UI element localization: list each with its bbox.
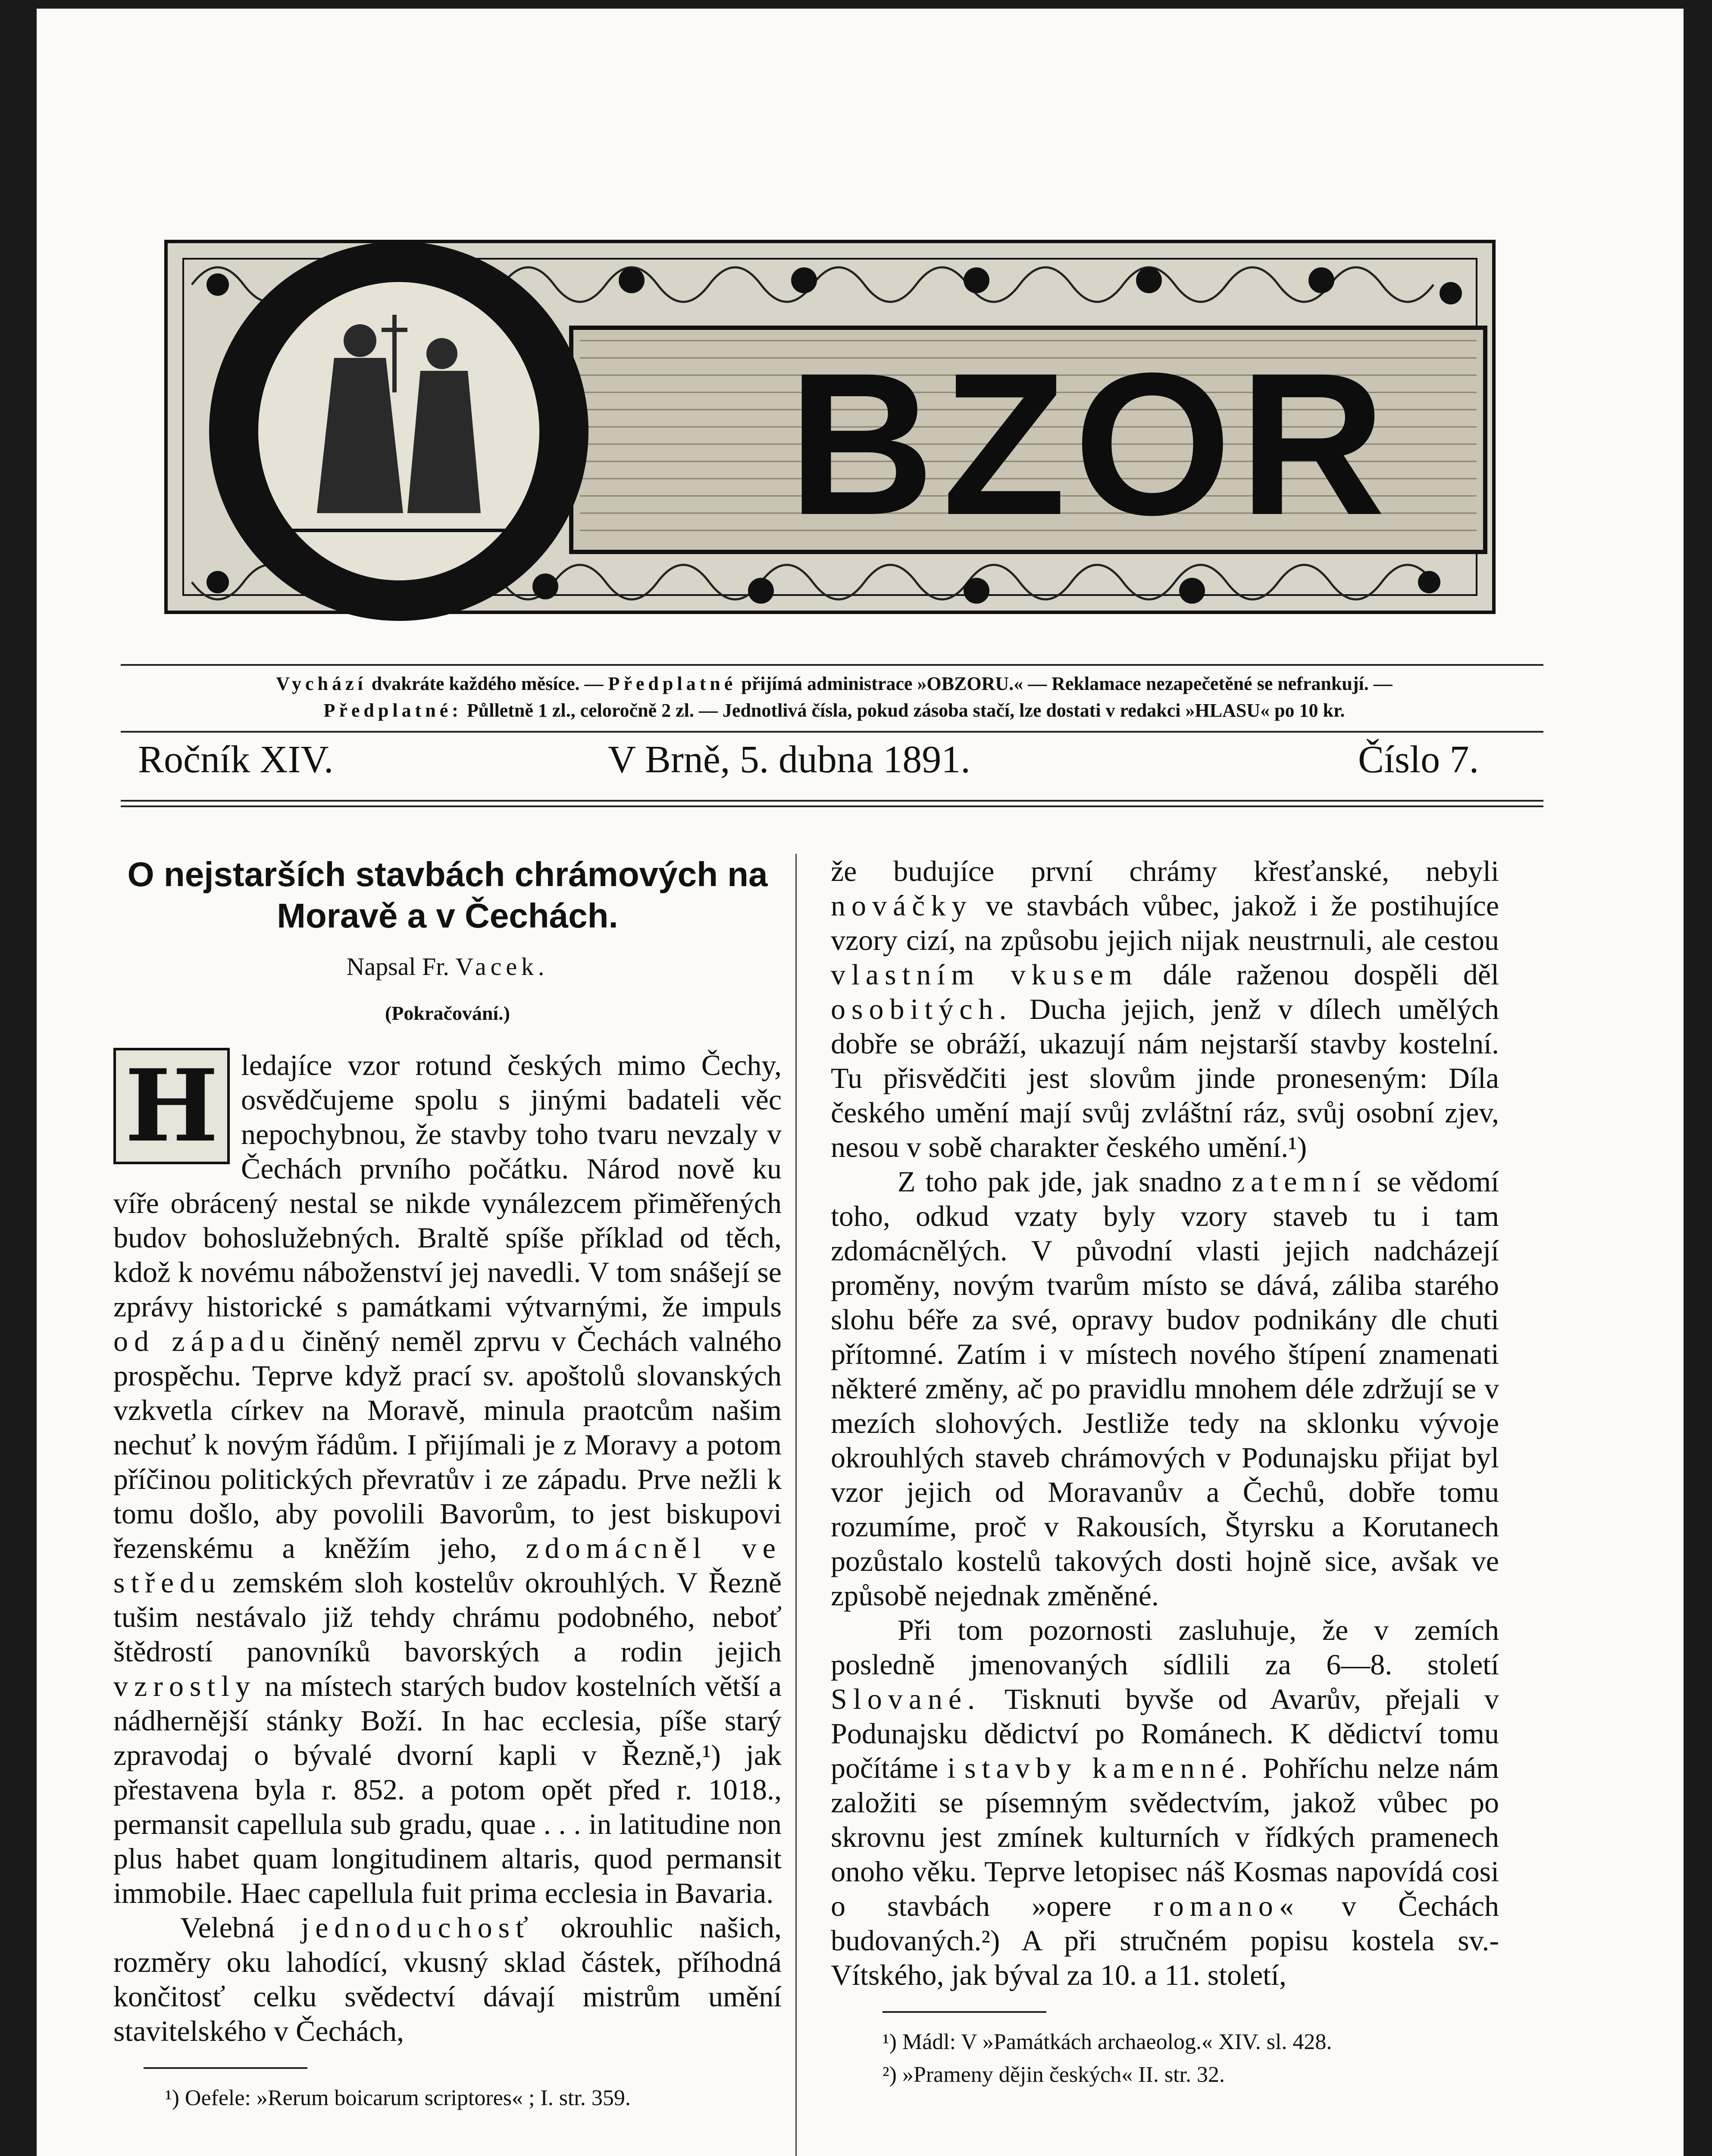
- issue-date: V Brně, 5. dubna 1891.: [608, 738, 970, 781]
- footnote-rule: [144, 2067, 307, 2069]
- paragraph: [113, 1910, 782, 2048]
- spaced-text: stavby kamenné.: [964, 1752, 1254, 1784]
- spaced-text: romano«: [1153, 1890, 1300, 1922]
- article-title: O nejstarších stavbách chrámových na Moravě a v Čechách.: [127, 855, 768, 935]
- spaced-text: zatemní: [1231, 1165, 1367, 1198]
- info-spaced-word: Vychází: [276, 673, 367, 694]
- text-run: se vědomí toho, odkud vzaty byly vzory staveb tu i tam zdomácnělých. V původní vlasti jejich nadcházejí proměny, novým tvarům místo se dává, záliba starého slohu béře za své, opravy budov podnikány dle chuti přítomné. Zatím i v místech nového štípení znamenati některé změny, ač po pravidlu mnohem déle zdržují se v mezích slohových. Jestliže tedy na sklonku vývoje okrouhlých staveb chrámových v Podunajsku přijat byl vzor jejich od Moravanův a Čechů, dobře tomu rozumíme, proč v Rakousích, Štyrsku a Korutanech pozůstalo kostelů takových dosti hojně sice, avšak ve způsobě nejednak změněné.: [831, 1165, 1499, 1612]
- right-column: [831, 854, 1499, 2091]
- paragraph: [831, 854, 1499, 1164]
- spaced-text: zdomácněl ve středu: [113, 1532, 782, 1599]
- masthead-title: BZOR: [788, 331, 1393, 557]
- text-run: okrouhlic našich, rozměry oku lahodící, vkusný sklad částek, příhodná končitosť celku svědectví dávají mistrům umění stavitelského v Čechách,: [113, 1911, 782, 2047]
- info-top-rule: [121, 664, 1543, 666]
- column-divider: [795, 854, 797, 2156]
- continued-note: (Pokračování.): [385, 1002, 510, 1024]
- text-run: dále raženou dospěli děl: [1163, 958, 1499, 991]
- info-text: dvakráte každého měsíce. —: [371, 673, 604, 694]
- drop-cap-initial: H: [113, 1048, 230, 1164]
- text-run: v Čechách budovaných.²) A při stručném popisu kostela sv.-Vítského, jak býval za 10. a 11. století,: [831, 1890, 1499, 1991]
- text-run: Pohříchu nelze nám založiti se písemným svědectvím, jakož vůbec po skrovnu jest zmínek kulturních v řídkých pramenech onoho věku. Teprve letopisec náš Kosmas napovídá cosi o stavbách »opere: [831, 1752, 1499, 1922]
- text-run: Velebná: [180, 1911, 275, 1944]
- spaced-text: vzrostly: [113, 1670, 257, 1702]
- byline-prefix: Napsal Fr.: [346, 953, 449, 981]
- info-text: přijímá administrace »OBZORU.« — Reklamace nezapečetěné se nefrankují. —: [741, 673, 1393, 694]
- masthead: [157, 229, 1511, 638]
- text-run: že budujíce první chrámy křesťanské, nebyli: [831, 855, 1499, 887]
- spaced-text: vlastním vkusem: [831, 958, 1139, 991]
- info-spaced-word: Předplatné: [608, 673, 737, 694]
- byline: [113, 950, 782, 984]
- text-run: ve stavbách vůbec, jakož i že postihujíce vzory cizí, na způsobu jejich nijak neustrnuli, ale cestou: [831, 889, 1499, 956]
- info-line-2: [123, 697, 1546, 724]
- text-run: ledajíce vzor rotund českých mimo Čechy, osvědčujeme spolu s jinými badateli věc nepochybnou, že stavby toho tvaru nevzaly v Čechách prvního počátku. Národ nově ku víře obrácený nestal se nikde vynálezcem přiměřených budov bohoslužebných. Braltě spíše příklad od těch, kdož k novému náboženství jej navedli. V tom snášejí se zprávy historické s památkami výtvarnými, že impuls: [113, 1049, 782, 1323]
- text-run: zemském sloh kostelův okrouhlých. V Řezně tušim nestávalo již tehdy chrámu podobného, neboť štědrostí panovníků bavorských a rodin jejich: [113, 1566, 782, 1668]
- info-text: Půlletně 1 zl., celoročně 2 zl. — Jednotlivá čísla, pokud zásoba stačí, lze dostati v redakci »HLASU« po 10 kr.: [466, 700, 1345, 721]
- volume-label: Ročník XIV.: [138, 738, 334, 781]
- paragraph: [831, 1164, 1499, 1613]
- footnote: ¹) Mádl: V »Památkách archaeolog.« XIV. sl. 428.: [883, 2030, 1332, 2054]
- info-spaced-word: Předplatné:: [323, 700, 462, 721]
- footnote: ²) »Prameny dějin českých« II. str. 32.: [883, 2062, 1225, 2087]
- subscription-info: [123, 671, 1546, 724]
- left-column: [113, 854, 782, 2115]
- issue-rule-2: [121, 805, 1543, 807]
- spaced-text: osobitých.: [831, 993, 1013, 1025]
- footnote: ¹) Oefele: »Rerum boicarum scriptores« ; I. str. 359.: [165, 2086, 631, 2110]
- info-line-1: [123, 671, 1546, 697]
- text-run: Z toho pak jde, jak snadno: [898, 1165, 1222, 1198]
- text-run: činěný neměl zprvu v Čechách valného prospěchu. Teprve když prací sv. apoštolů slovanských vzkvetla církev na Moravě, minula praotcům našim nechuť k novým řádům. I přijímali je z Moravy a potom příčinou politických převratův i ze západu. Prve nežli k tomu došlo, aby povolili Bavorům, to jest biskupovi řezenskému a kněžím jeho,: [113, 1325, 782, 1564]
- paragraph: [831, 1613, 1499, 1992]
- paragraph: [113, 1048, 782, 1910]
- spaced-text: nováčky: [831, 889, 973, 922]
- text-run: na místech starých budov kostelních větší a nádhernější stánky Boží. In hac ecclesia, píše starý zpravodaj o bývalé dvorní kapli v Řezně,¹) jak přestavena byla r. 852. a potom opět před r. 1018., permansit capellula sub gradu, quae . . . in latitudine non plus habet quam longitudinem altaris, quod permansit immobile. Haec capellula fuit prima ecclesia in Bavaria.: [113, 1670, 782, 1909]
- info-bottom-rule: [121, 731, 1543, 733]
- newspaper-page: [37, 9, 1684, 2156]
- footnote-rule: [883, 2011, 1046, 2013]
- spaced-text: od západu: [113, 1325, 291, 1357]
- issue-number: Číslo 7.: [1358, 738, 1479, 781]
- spaced-text: Slované.: [831, 1683, 981, 1715]
- text-run: Tisknuti byvše od Avarův, přejali v Podunajsku dědictví po Románech. K dědictví tomu počítáme i: [831, 1683, 1499, 1784]
- text-run: Ducha jejich, jenž v dílech umělých dobře se obráží, ukazují nám nejstarší stavby kostelní. Tu přisvědčiti jest slovům jinde proneseným: Díla českého umění mají svůj zvláštní ráz, svůj osobní zjev, nesou v sobě charakter českého umění.¹): [831, 993, 1499, 1163]
- issue-rule-1: [121, 800, 1543, 802]
- issue-line: [121, 737, 1543, 793]
- text-run: Při tom pozornosti zasluhuje, že v zemích posledně jmenovaných sídlili za 6—8. století: [831, 1614, 1499, 1681]
- spaced-text: jednoduchosť: [301, 1911, 535, 1944]
- byline-author: Vacek.: [455, 953, 549, 981]
